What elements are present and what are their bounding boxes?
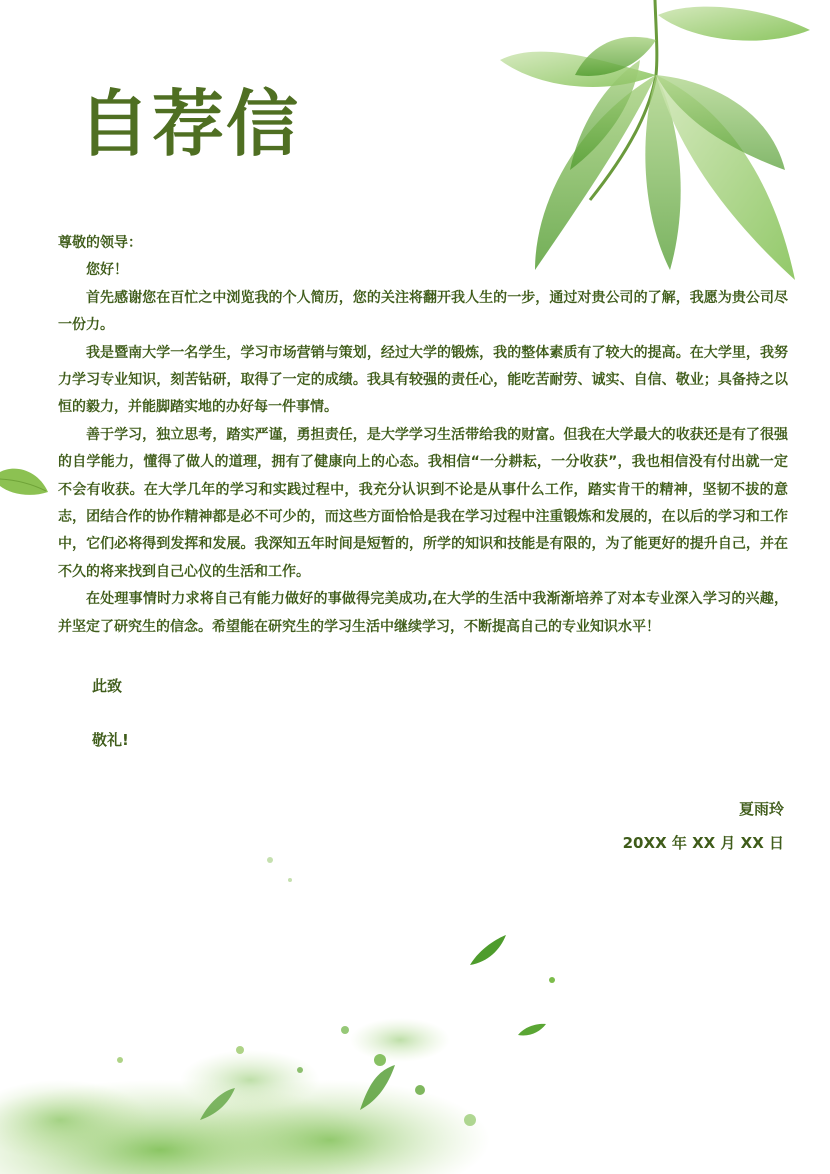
page-title: 自荐信: [78, 82, 301, 166]
greeting-line: 您好！: [86, 262, 128, 279]
signature-name: 夏雨玲: [738, 800, 784, 818]
salutation: 尊敬的领导：: [58, 235, 142, 251]
closing-line-2: 敬礼!: [92, 730, 129, 749]
paragraph-3: 善于学习，独立思考，踏实严谨，勇担责任，是大学学习生活带给我的财富。但我在大学最大的收获还是有了很强的自学能力，懂得了做人的道理，拥有了健康向上的心态。我相信“一分耕耘，一分收获”，我也相信没有付出就一定不会有收获。在大学几年的学习和实践过程中，我充分认识到不论是从事什么工作，踏实肯干的精神，坚韧不拔的意志，团结合作的协作精神都是必不可少的，而这些方面恰恰是我在学习过程中注重锻炼和发展的，在以后的学习和工作中，它们必将得到发挥和发展。我深知五年时间是短暂的，所学的知识和技能是有限的，为了能更好的提升自己，并在不久的将来找到自己心仪的生活和工作。: [58, 426, 788, 580]
paragraph-4: 在处理事情时力求将自己有能力做好的事做得完美成功,在大学的生活中我渐渐培养了对本专业深入学习的兴趣，并坚定了研究生的信念。希望能在研究生的学习生活中继续学习，不断提高自己的专业知识水平！: [58, 591, 788, 635]
closing-line-1: 此致: [92, 677, 123, 696]
signature-date: 20XX 年 XX 月 XX 日: [622, 834, 784, 852]
green-watercolor-splash: [0, 820, 830, 1174]
letter-body: [58, 230, 788, 754]
small-leaf-image: [0, 462, 50, 502]
paragraph-2: 我是暨南大学一名学生，学习市场营销与策划，经过大学的锻炼，我的整体素质有了较大的提高。在大学里，我努力学习专业知识，刻苦钻研，取得了一定的成绩。我具有较强的责任心，能吃苦耐劳、诚实、自信、敬业；具备持之以恒的毅力，并能脚踏实地的办好每一件事情。: [58, 344, 788, 416]
paragraph-1: 首先感谢您在百忙之中浏览我的个人简历，您的关注将翻开我人生的一步，通过对贵公司的了解，我愿为贵公司尽一份力。: [58, 289, 788, 334]
